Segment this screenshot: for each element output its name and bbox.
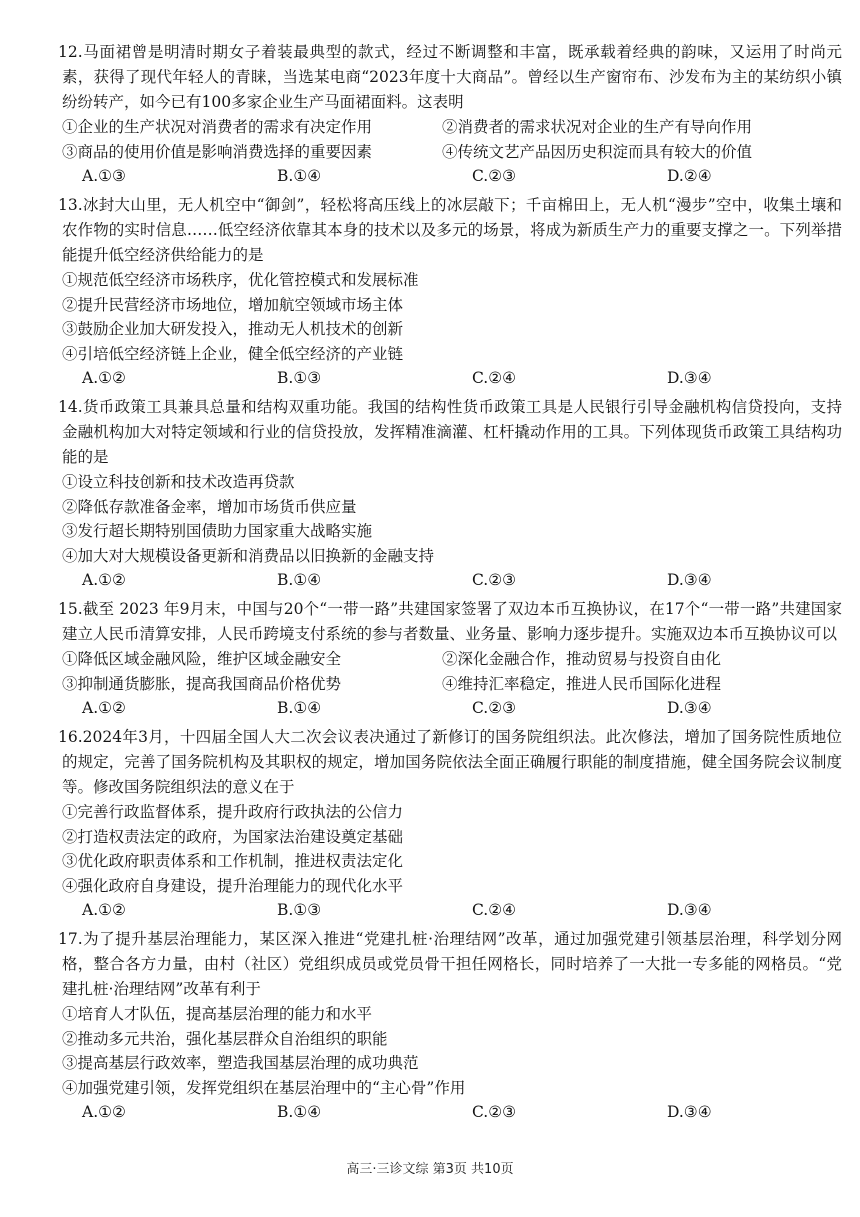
choice-b: B.①④: [277, 167, 322, 185]
option-1: ①规范低空经济市场秩序，优化管控模式和发展标准: [62, 271, 419, 289]
choice-a: A.①②: [82, 699, 126, 717]
question-15: [58, 597, 842, 721]
question-17: [58, 927, 842, 1125]
choice-a: A.①②: [82, 901, 126, 919]
choice-c: C.②④: [472, 901, 517, 919]
option-2: ②提升民营经济市场地位，增加航空领域市场主体: [62, 295, 404, 314]
answer-choices: [62, 1100, 842, 1125]
question-number: 12.: [58, 43, 83, 61]
option-row: [62, 672, 842, 697]
option-1: ①降低区域金融风险，维护区域金融安全: [62, 650, 342, 668]
option-2: ②深化金融合作，推动贸易与投资自由化: [442, 650, 722, 668]
answer-choices: [62, 696, 842, 721]
choice-a: A.①②: [82, 571, 126, 589]
choice-a: A.①②: [82, 1103, 126, 1121]
choice-c: C.②④: [472, 369, 517, 387]
choice-c: C.②③: [472, 167, 517, 185]
answer-choices: [62, 164, 842, 189]
question-number: 17.: [58, 930, 83, 948]
choice-b: B.①③: [277, 369, 322, 387]
choice-d: D.③④: [667, 901, 712, 919]
option-4: ④传统文艺产品因历史积淀而具有较大的价值: [442, 142, 753, 161]
option-2: ②打造权责法定的政府，为国家法治建设奠定基础: [62, 827, 404, 846]
option-1: ①培育人才队伍，提高基层治理的能力和水平: [62, 1005, 373, 1023]
choice-c: C.②③: [472, 571, 517, 589]
choice-d: D.③④: [667, 699, 712, 717]
option-3: ③优化政府职责体系和工作机制，推进权责法定化: [62, 852, 404, 870]
question-12: [58, 40, 842, 189]
option-row: [62, 647, 842, 672]
question-number: 14.: [58, 398, 83, 416]
option-3: ③提高基层行政效率，塑造我国基层治理的成功典范: [62, 1054, 419, 1072]
option-1: ①完善行政监督体系，提升政府行政执法的公信力: [62, 803, 404, 821]
question-stem: [58, 395, 842, 470]
question-stem: [58, 725, 842, 800]
option-4: ④加强党建引领，发挥党组织在基层治理中的“主心骨”作用: [62, 1078, 466, 1097]
question-text: 截至 2023 年9月末，中国与20个“一带一路”共建国家签署了双边本币互换协议，在17个“一带一路”共建国家建立人民币清算安排，人民币跨境支付系统的参与者数量、业务量、影响力逐步提升。实施双边本币互换协议可以: [62, 600, 842, 643]
choice-d: D.③④: [667, 369, 712, 387]
question-text: 2024年3月，十四届全国人大二次会议表决通过了新修订的国务院组织法。此次修法，增加了国务院性质地位的规定，完善了国务院机构及其职权的规定，增加国务院依法全面正确履行职能的制度措施，健全国务院会议制度等。修改国务院组织法的意义在于: [62, 728, 842, 796]
question-text: 马面裙曾是明清时期女子着装最典型的款式，经过不断调整和丰富，既承载着经典的韵味，又运用了时尚元素，获得了现代年轻人的青睐，当选某电商“2023年度十大商品”。曾经以生产窗帘布、沙发布为主的某纺织小镇纷纷转产，如今已有100多家企业生产马面裙面料。这表明: [62, 43, 842, 111]
choice-c: C.②③: [472, 699, 517, 717]
option-2: ②消费者的需求状况对企业的生产有导向作用: [442, 118, 753, 136]
choice-b: B.①③: [277, 901, 322, 919]
question-text: 货币政策工具兼具总量和结构双重功能。我国的结构性货币政策工具是人民银行引导金融机构信贷投向，支持金融机构加大对特定领域和行业的信贷投放，发挥精准滴灌、杠杆撬动作用的工具。下列体现货币政策工具结构功能的是: [62, 398, 842, 466]
question-text: 冰封大山里，无人机空中“御剑”，轻松将高压线上的冰层敲下；千亩棉田上，无人机“漫步”空中，收集土壤和农作物的实时信息……低空经济依靠其本身的技术以及多元的场景，将成为新质生产力的重要支撑之一。下列举措能提升低空经济供给能力的是: [62, 196, 842, 264]
question-number: 13.: [58, 196, 83, 214]
question-16: [58, 725, 842, 923]
question-number: 15.: [58, 600, 83, 618]
page-footer: 高三·三诊文综 第3页 共10页: [346, 1162, 514, 1177]
option-3: ③鼓励企业加大研发投入，推动无人机技术的创新: [62, 320, 404, 338]
choice-c: C.②③: [472, 1103, 517, 1121]
question-stem: [58, 193, 842, 268]
question-text: 为了提升基层治理能力，某区深入推进“党建扎桩·治理结网”改革，通过加强党建引领基层治理，科学划分网格，整合各方力量，由村（社区）党组织成员或党员骨干担任网格长，同时培养了一大批一专多能的网格员。“党建扎桩·治理结网”改革有利于: [62, 930, 842, 998]
exam-page: [58, 40, 842, 1129]
answer-choices: [62, 568, 842, 593]
question-13: [58, 193, 842, 391]
question-stem: [58, 40, 842, 115]
question-stem: [58, 597, 842, 647]
choice-a: A.①②: [82, 369, 126, 387]
option-4: ④强化政府自身建设，提升治理能力的现代化水平: [62, 876, 404, 895]
question-14: [58, 395, 842, 593]
question-number: 16.: [58, 728, 83, 746]
option-3: ③商品的使用价值是影响消费选择的重要因素: [62, 142, 373, 161]
option-row: [62, 140, 842, 165]
option-4: ④维持汇率稳定，推进人民币国际化进程: [442, 674, 722, 693]
question-stem: [58, 927, 842, 1002]
option-1: ①企业的生产状况对消费者的需求有决定作用: [62, 118, 373, 136]
choice-d: D.②④: [667, 167, 712, 185]
choice-b: B.①④: [277, 571, 322, 589]
choice-a: A.①③: [82, 167, 126, 185]
option-4: ④引培低空经济链上企业，健全低空经济的产业链: [62, 344, 404, 363]
option-2: ②推动多元共治，强化基层群众自治组织的职能: [62, 1029, 388, 1048]
option-1: ①设立科技创新和技术改造再贷款: [62, 473, 295, 491]
option-2: ②降低存款准备金率，增加市场货币供应量: [62, 497, 357, 516]
choice-d: D.③④: [667, 1103, 712, 1121]
choice-b: B.①④: [277, 1103, 322, 1121]
option-3: ③发行超长期特别国债助力国家重大战略实施: [62, 522, 373, 540]
option-4: ④加大对大规模设备更新和消费品以旧换新的金融支持: [62, 546, 435, 565]
option-3: ③抑制通货膨胀，提高我国商品价格优势: [62, 674, 342, 693]
choice-d: D.③④: [667, 571, 712, 589]
option-row: [62, 115, 842, 140]
answer-choices: [62, 898, 842, 923]
answer-choices: [62, 366, 842, 391]
choice-b: B.①④: [277, 699, 322, 717]
